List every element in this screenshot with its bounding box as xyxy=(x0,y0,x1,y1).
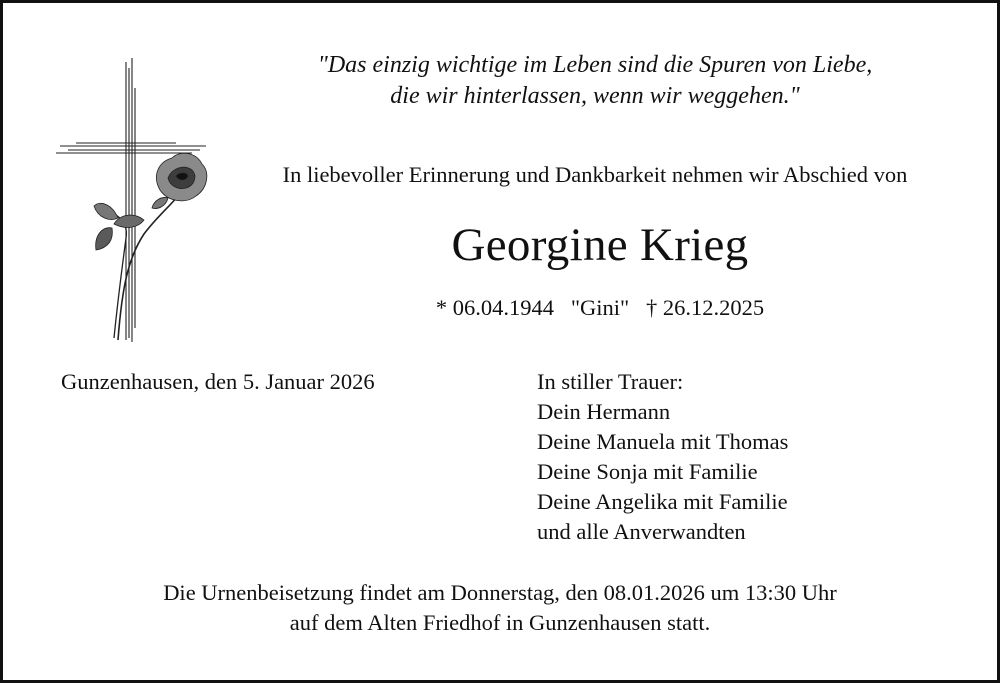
life-dates: * 06.04.1944 "Gini" † 26.12.2025 xyxy=(435,295,765,320)
place-and-date: Gunzenhausen, den 5. Januar 2026 xyxy=(61,369,375,394)
mourners-heading: In stiller Trauer: xyxy=(537,369,684,394)
intro-text: In liebevoller Erinnerung und Dankbarkeit nehmen wir Abschied von xyxy=(282,162,908,187)
memorial-quote xyxy=(220,50,970,112)
cross-with-rose-icon xyxy=(56,58,212,344)
mourner-name: Deine Sonja mit Familie xyxy=(537,459,758,484)
mourner-name: Deine Angelika mit Familie xyxy=(537,489,788,514)
deceased-name: Georgine Krieg xyxy=(451,219,749,271)
quote-line-1: "Das einzig wichtige im Leben sind die Spuren von Liebe, xyxy=(317,52,873,78)
funeral-notice xyxy=(60,578,940,638)
mourners-list xyxy=(537,367,788,547)
mourner-name: Dein Hermann xyxy=(537,399,671,424)
mourner-name: und alle Anverwandten xyxy=(537,519,746,544)
mourner-name: Deine Manuela mit Thomas xyxy=(537,429,789,454)
quote-line-2: die wir hinterlassen, wenn wir weggehen." xyxy=(390,83,800,109)
funeral-line-1: Die Urnenbeisetzung findet am Donnerstag, den 08.01.2026 um 13:30 Uhr xyxy=(163,580,837,605)
funeral-line-2: auf dem Alten Friedhof in Gunzenhausen statt. xyxy=(289,610,711,635)
